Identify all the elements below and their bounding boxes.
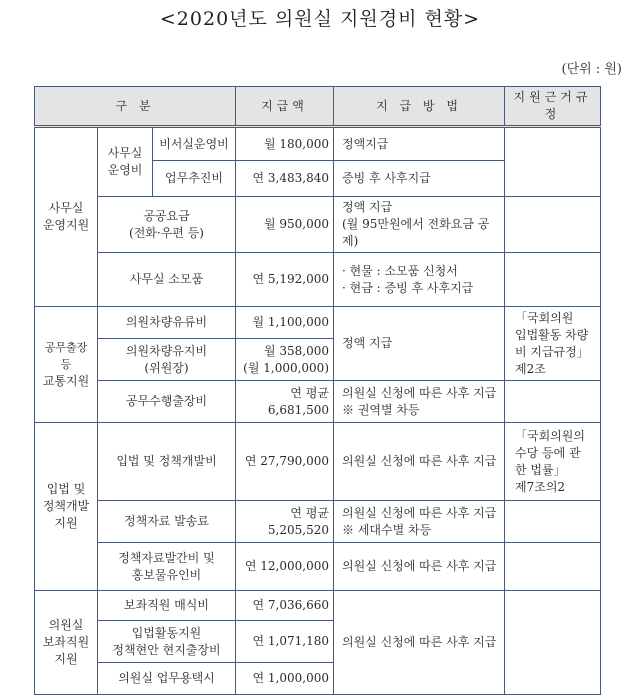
table-row [35, 127, 601, 161]
document-title: <2020년도 의원실 지원경비 현황> [159, 8, 481, 30]
subgroup-office-operation-cost: 사무실 운영비 [98, 127, 153, 197]
header-basis: 지원근거규정 [505, 87, 601, 127]
header-category: 구 분 [35, 87, 236, 127]
item-basis [505, 501, 601, 543]
header-method: 지 급 방 법 [334, 87, 505, 127]
item-method: 의원실 신청에 따른 사후 지급 ※ 권역별 차등 [334, 381, 505, 423]
group-office-operation: 사무실 운영지원 [35, 127, 98, 307]
item-name: 의원실 업무용택시 [98, 663, 236, 695]
item-amount: 월 180,000 [236, 127, 334, 161]
item-amount: 연 27,790,000 [236, 423, 334, 501]
item-method: 정액 지급 [334, 307, 505, 381]
item-amount: 연 평균 5,205,520 [236, 501, 334, 543]
support-expense-table [34, 86, 601, 695]
item-basis [505, 381, 601, 423]
item-amount: 월 1,100,000 [236, 307, 334, 339]
item-name: 공무수행출장비 [98, 381, 236, 423]
item-amount: 연 1,000,000 [236, 663, 334, 695]
table-row [35, 253, 601, 307]
item-basis: 「국회의원의 수당 등에 관 한 법률」 제7조의2 [505, 423, 601, 501]
item-amount: 연 3,483,840 [236, 161, 334, 197]
item-name: 비서실운영비 [153, 127, 236, 161]
header-row [35, 87, 601, 127]
item-method: 의원실 신청에 따른 사후 지급 [334, 423, 505, 501]
table-row [35, 197, 601, 253]
item-name: 의원차량유지비 (위원장) [98, 339, 236, 381]
item-name: 사무실 소모품 [98, 253, 236, 307]
item-method: · 현물 : 소모품 신청서 · 현금 : 증빙 후 사후지급 [334, 253, 505, 307]
item-basis [505, 127, 601, 197]
table-row [35, 501, 601, 543]
table-row [35, 543, 601, 591]
item-basis: 「국회의원 입법활동 차량 비 지급규정」 제2조 [505, 307, 601, 381]
item-method: 정액 지급 (월 95만원에서 전화요금 공제) [334, 197, 505, 253]
header-amount: 지급액 [236, 87, 334, 127]
item-amount: 연 5,192,000 [236, 253, 334, 307]
item-name: 입법 및 정책개발비 [98, 423, 236, 501]
item-amount: 연 7,036,660 [236, 591, 334, 621]
item-basis [505, 197, 601, 253]
item-method: 정액지급 [334, 127, 505, 161]
item-amount: 연 평균 6,681,500 [236, 381, 334, 423]
item-amount: 월 950,000 [236, 197, 334, 253]
table-row [35, 423, 601, 501]
item-method: 의원실 신청에 따른 사후 지급 [334, 591, 505, 695]
item-name: 보좌직원 매식비 [98, 591, 236, 621]
item-name: 정책자료 발송료 [98, 501, 236, 543]
item-name: 정책자료발간비 및 홍보물유인비 [98, 543, 236, 591]
group-aide-support: 의원실 보좌직원 지원 [35, 591, 98, 695]
item-name: 업무추진비 [153, 161, 236, 197]
item-method: 의원실 신청에 따른 사후 지급 [334, 543, 505, 591]
item-basis [505, 591, 601, 695]
item-basis [505, 543, 601, 591]
item-name: 공공요금 (전화·우편 등) [98, 197, 236, 253]
table-row [35, 307, 601, 339]
item-name: 입법활동지원 정책현안 현지출장비 [98, 621, 236, 663]
table-row [35, 381, 601, 423]
item-amount: 연 12,000,000 [236, 543, 334, 591]
item-basis [505, 253, 601, 307]
table-row [35, 591, 601, 621]
unit-label: (단위 : 원) [561, 62, 622, 77]
item-method: 증빙 후 사후지급 [334, 161, 505, 197]
item-name: 의원차량유류비 [98, 307, 236, 339]
item-method: 의원실 신청에 따른 사후 지급 ※ 세대수별 차등 [334, 501, 505, 543]
group-travel-transport: 공무출장 등 교통지원 [35, 307, 98, 423]
group-legislation-policy: 입법 및 정책개발 지원 [35, 423, 98, 591]
item-amount: 월 358,000 (월 1,000,000) [236, 339, 334, 381]
item-amount: 연 1,071,180 [236, 621, 334, 663]
